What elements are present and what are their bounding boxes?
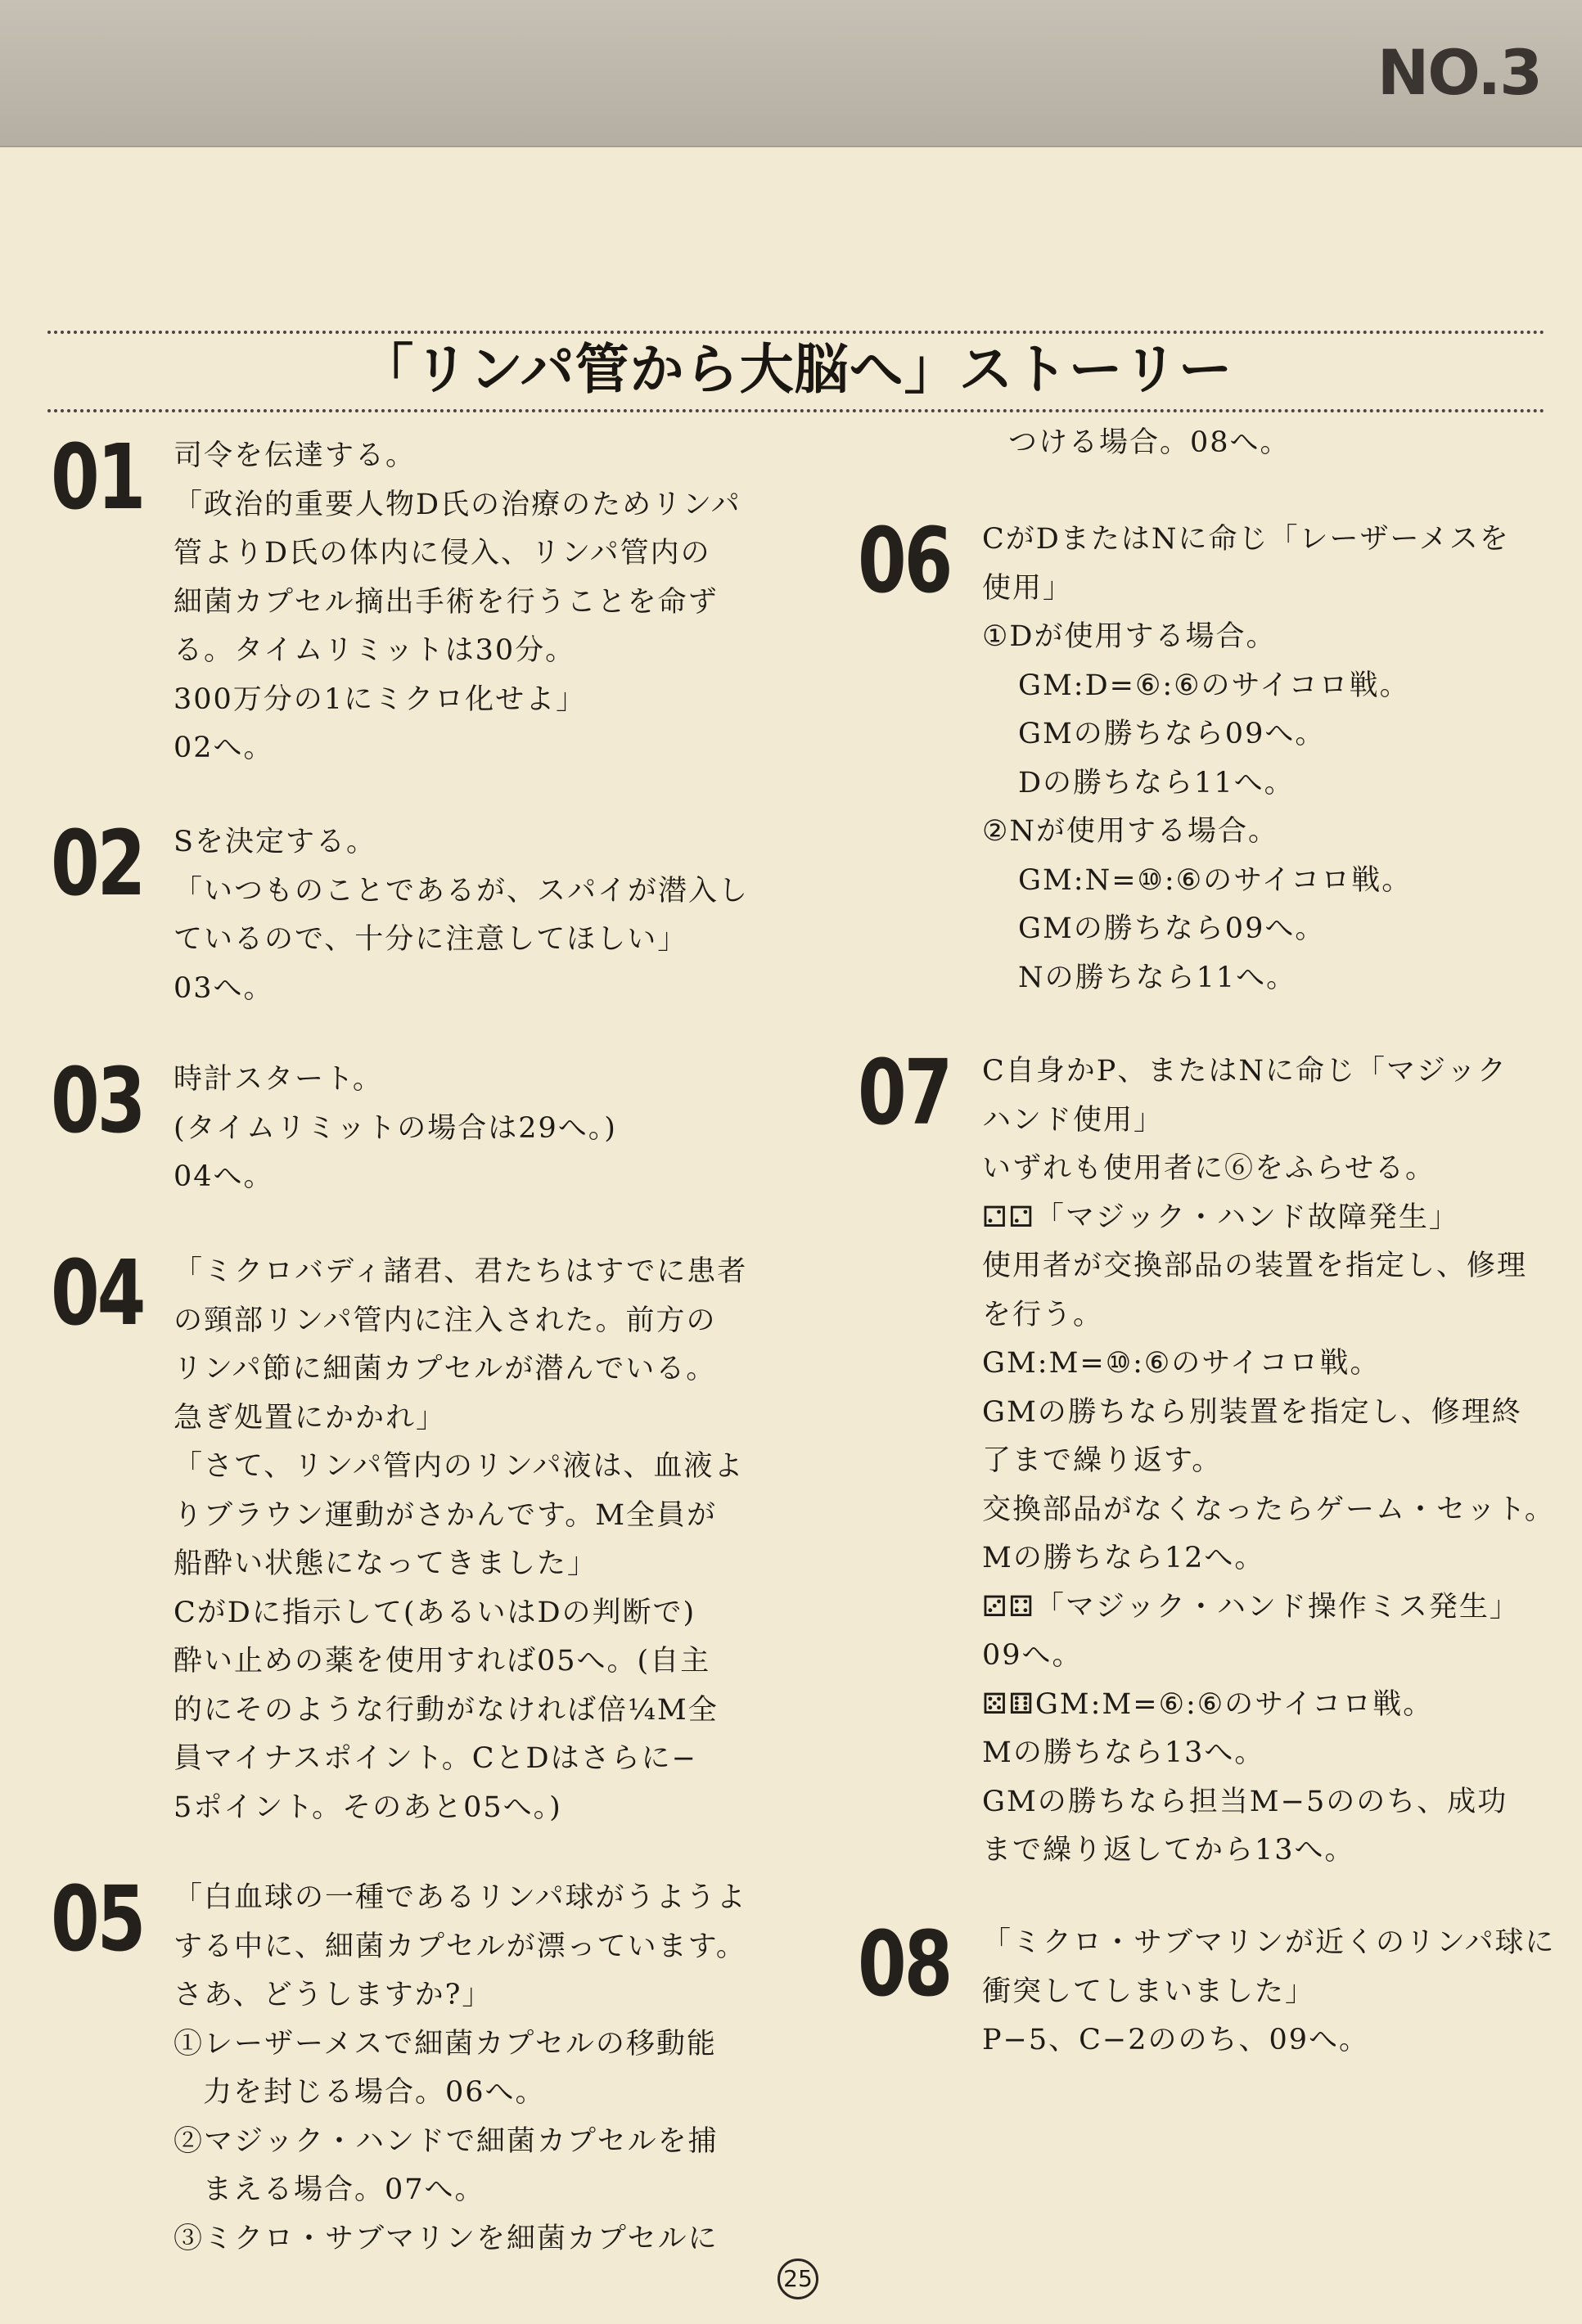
section-body [174, 818, 750, 1013]
section-body [982, 1919, 1555, 2065]
text-line: 酔い止めの薬を使用すれば05へ。(自主 [174, 1645, 711, 1678]
text-line: GMの勝ちなら09へ。 [1018, 912, 1326, 945]
text-line: GM:N=⑩:⑥のサイコロ戦。 [1018, 863, 1413, 897]
text-line: 300万分の1にミクロ化せよ」 [174, 682, 587, 716]
text-line: 衝突してしまいました」 [982, 1975, 1316, 2008]
title-rule-bottom [47, 409, 1545, 412]
text-line: GMの勝ちなら09へ。 [1018, 718, 1326, 750]
text-line: 司令を伝達する。 [174, 439, 417, 472]
text-line: ①レーザーメスで細菌カプセルの移動能 [174, 2027, 717, 2061]
text-line: 「いつものことであるが、スパイが潜入し [174, 874, 750, 908]
page-title: 「リンパ管から大脳へ」ストーリー [359, 338, 1233, 401]
text-line: 員マイナスポイント。CとDはさらに− [174, 1742, 697, 1775]
section-body [982, 1047, 1555, 1876]
text-line: 「ミクロバディ諸君、君たちはすでに患者 [174, 1255, 748, 1288]
text-line: する中に、細菌カプセルが漂っています。 [174, 1930, 746, 1963]
text-line: 03へ。 [174, 971, 274, 1005]
text-line: P−5、C−2ののち、09へ。 [982, 2024, 1370, 2056]
text-line: 「政治的重要人物D氏の治療のためリンパ [174, 488, 741, 521]
text-line: ⚄⚅GM:M=⑥:⑥のサイコロ戦。 [982, 1687, 1434, 1721]
text-line: 力を封じる場合。06へ。 [203, 2076, 546, 2109]
text-line: 09へ。 [982, 1639, 1083, 1672]
text-line: リンパ節に細菌カプセルが潜んでいる。 [174, 1353, 717, 1385]
text-line: GM:D=⑥:⑥のサイコロ戦。 [1018, 669, 1410, 702]
text-line: GMの勝ちなら担当M−5ののち、成功 [982, 1785, 1508, 1818]
text-line: まで繰り返してから13へ。 [982, 1834, 1355, 1867]
text-line: ハンド使用」 [982, 1103, 1165, 1137]
section-07 [858, 1040, 1582, 1867]
section-number: 06 [858, 508, 951, 613]
text-line: CがDまたはNに命じ「レーザーメスを [982, 523, 1510, 556]
text-line: 細菌カプセル摘出手術を行うことを命ず [174, 585, 719, 619]
section-body [174, 1874, 746, 2263]
section-body [174, 432, 746, 773]
page-label: NO.3 [1377, 36, 1541, 109]
text-line: 管よりD氏の体内に侵入、リンパ管内の [174, 537, 711, 570]
text-line: GM:M=⑩:⑥のサイコロ戦。 [982, 1347, 1381, 1380]
text-line: いずれも使用者に⑥をふらせる。 [982, 1152, 1436, 1185]
text-line: 5ポイント。そのあと05へ。) [174, 1790, 562, 1824]
section-number: 02 [51, 811, 144, 916]
text-line: (タイムリミットの場合は29へ。) [174, 1111, 617, 1145]
section-number: 05 [51, 1867, 144, 1971]
section-01 [51, 425, 787, 764]
text-line: 船酔い状態になってきました」 [174, 1547, 598, 1580]
text-line: Dの勝ちなら11へ。 [1018, 766, 1295, 799]
text-line: GMの勝ちなら別装置を指定し、修理終 [982, 1395, 1522, 1429]
text-line: 時計スタート。 [174, 1063, 383, 1096]
text-line: 的にそのような行動がなければ倍¼M全 [174, 1693, 719, 1727]
text-line: 交換部品がなくなったらゲーム・セット。 [982, 1493, 1555, 1526]
section-05 [51, 1867, 787, 2255]
section-08 [858, 1912, 1582, 2056]
text-line: 急ぎ処置にかかれ」 [174, 1401, 447, 1434]
text-line: 「白血球の一種であるリンパ球がうようよ [174, 1881, 747, 1914]
text-line: Nの勝ちなら11へ。 [1018, 961, 1297, 994]
text-line: 「ミクロ・サブマリンが近くのリンパ球に [982, 1926, 1556, 1959]
text-line: ①Dが使用する場合。 [982, 620, 1277, 653]
section-04 [51, 1241, 787, 1824]
text-line: 04へ。 [174, 1160, 274, 1193]
text-line: 使用」 [982, 571, 1074, 605]
page-number: 25 [777, 2259, 818, 2299]
text-line: を行う。 [982, 1298, 1104, 1331]
text-line: Mの勝ちなら13へ。 [982, 1736, 1265, 1769]
text-line: りブラウン運動がさかんです。M全員が [174, 1498, 718, 1532]
section-body [982, 516, 1555, 1002]
text-line: ⚁⚁「マジック・ハンド故障発生」 [982, 1200, 1459, 1234]
text-line: さあ、どうしますか?」 [174, 1979, 493, 2011]
text-line: 使用者が交換部品の装置を指定し、修理 [982, 1250, 1528, 1282]
section-number: 07 [858, 1040, 951, 1145]
text-line: Sを決定する。 [174, 826, 376, 858]
text-line: 「さて、リンパ管内のリンパ液は、血液よ [174, 1450, 745, 1483]
text-line: ②Nが使用する場合。 [982, 815, 1279, 848]
text-line: ているので、十分に注意してほしい」 [174, 923, 688, 956]
continuation-line: つける場合。08へ。 [1008, 426, 1291, 459]
text-line: ③ミクロ・サブマリンを細菌カプセルに [174, 2222, 719, 2255]
section-body [174, 1248, 746, 1832]
section-number: 08 [858, 1912, 951, 2016]
text-line: Mの勝ちなら12へ。 [982, 1542, 1265, 1574]
text-line: ⚂⚃「マジック・ハンド操作ミス発生」 [982, 1590, 1520, 1624]
section-02 [51, 811, 787, 1005]
header-band [0, 0, 1582, 147]
section-number: 01 [51, 425, 144, 529]
text-line: る。タイムリミットは30分。 [174, 634, 576, 667]
text-line: CがDに指示して(あるいはDの判断で) [174, 1596, 696, 1629]
section-number: 04 [51, 1241, 144, 1345]
text-line: C自身かP、またはNに命じ「マジック [982, 1055, 1508, 1088]
text-line: 了まで繰り返す。 [982, 1444, 1223, 1477]
text-line: 02へ。 [174, 732, 274, 764]
section-body [174, 1056, 746, 1202]
text-line: まえる場合。07へ。 [203, 2173, 485, 2206]
section-number: 03 [51, 1048, 144, 1153]
text-line: の頸部リンパ管内に注入された。前方の [174, 1304, 717, 1337]
text-line: ②マジック・ハンドで細菌カプセルを捕 [174, 2124, 719, 2158]
